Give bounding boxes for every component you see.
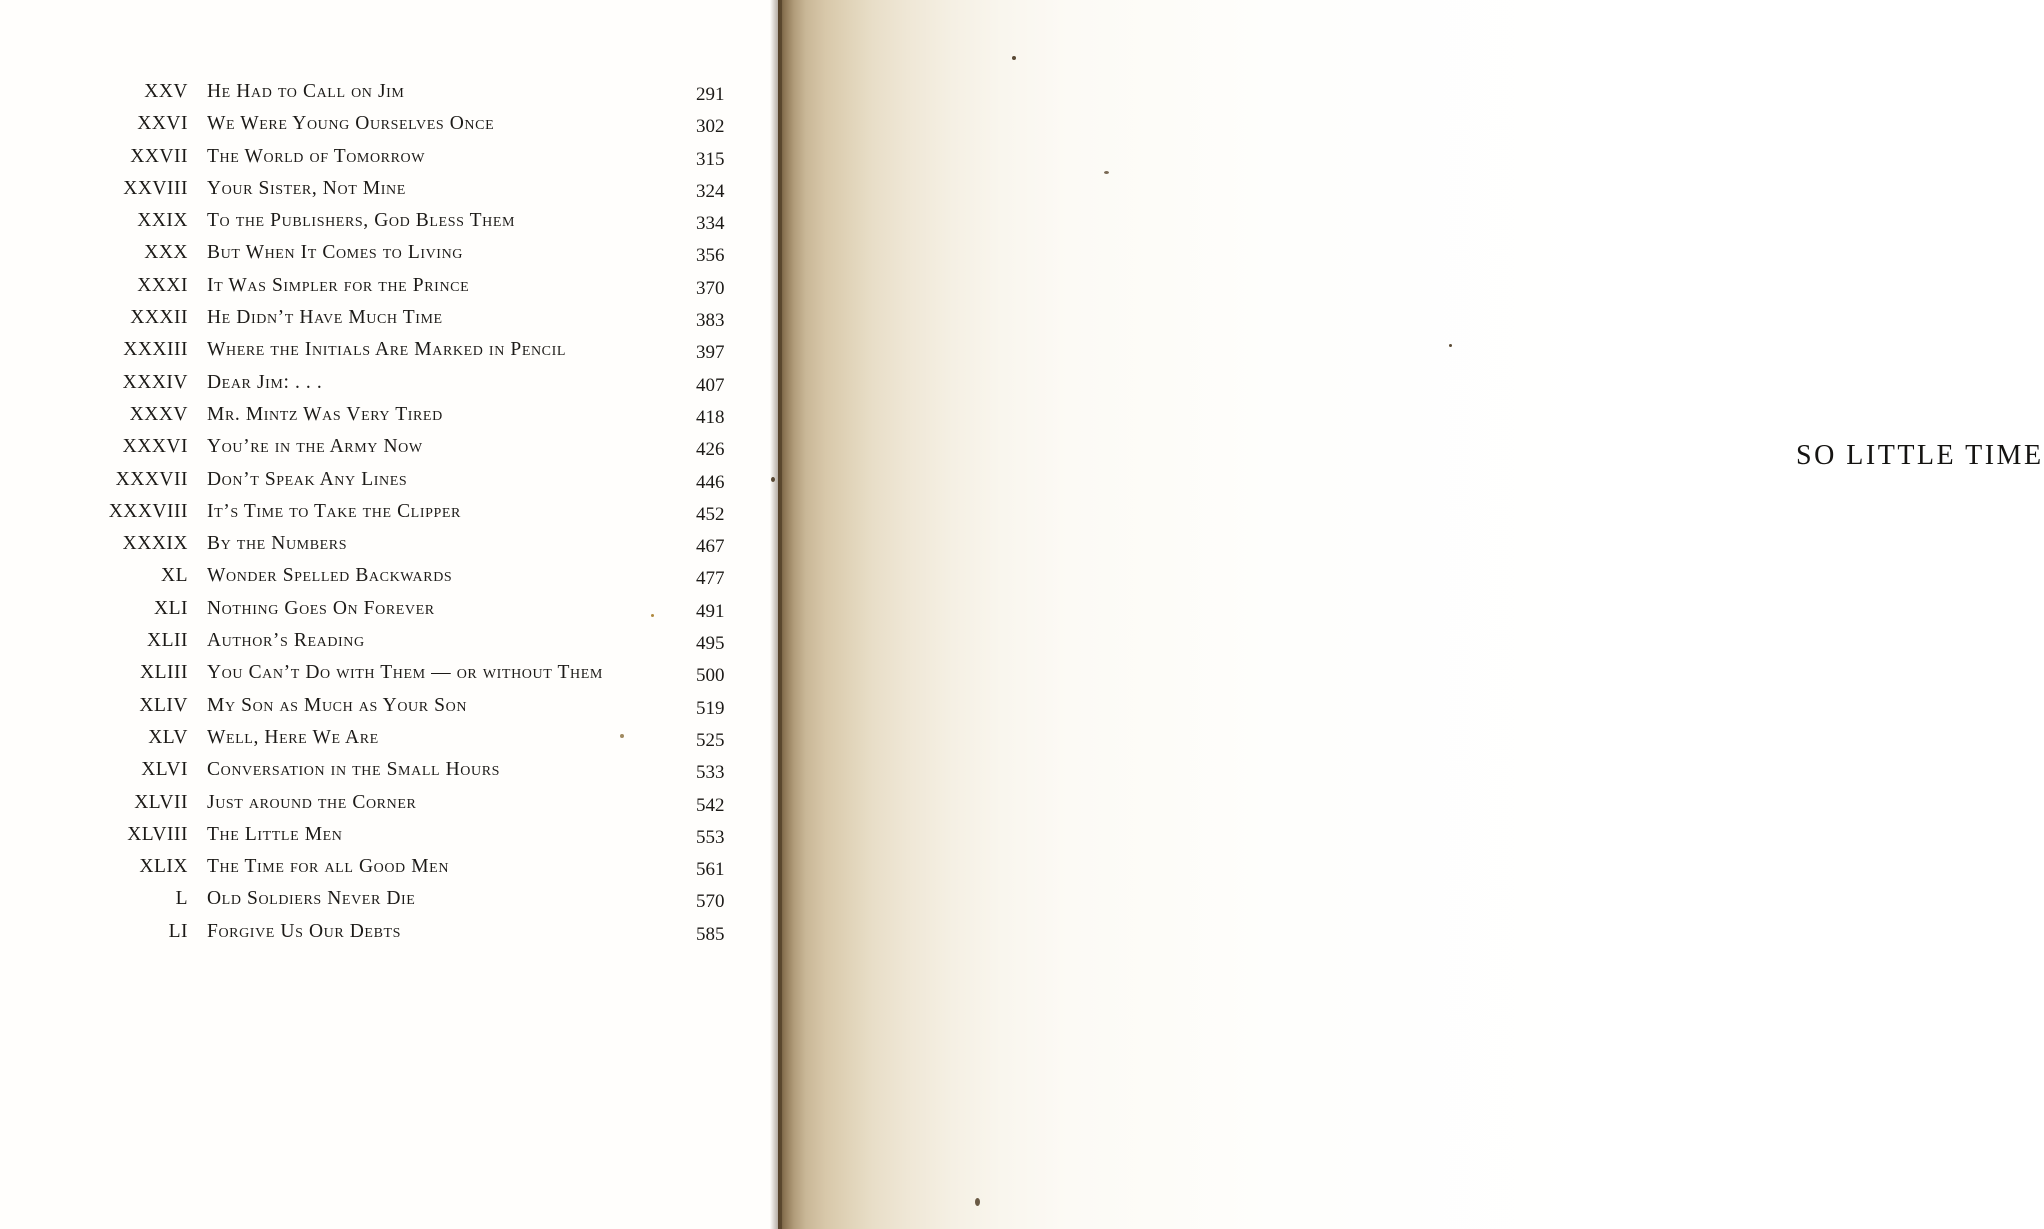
chapter-number: XLVII: [134, 791, 188, 813]
chapter-number: LI: [168, 920, 188, 942]
toc-entry: [0, 883, 778, 915]
toc-entry: [0, 270, 778, 302]
chapter-title: Dear Jim: . . .: [207, 371, 323, 393]
chapter-title: Just around the Corner: [207, 791, 417, 813]
chapter-number: XLVI: [141, 759, 188, 781]
chapter-number: XXIX: [137, 210, 188, 232]
chapter-number: XXVI: [137, 113, 188, 135]
toc-entry: [0, 464, 778, 496]
chapter-title: He Didn’t Have Much Time: [207, 307, 443, 329]
chapter-title: You’re in the Army Now: [207, 436, 423, 458]
paper-speck: [651, 614, 654, 617]
page-number: 418: [696, 406, 725, 428]
page-number: 467: [696, 536, 725, 558]
toc-entry: [0, 851, 778, 883]
page-number: 525: [696, 729, 725, 751]
toc-entry: [0, 173, 778, 205]
toc-entry: [0, 205, 778, 237]
page-number: 500: [696, 665, 725, 687]
paper-speck: [975, 1198, 980, 1206]
page-number: 383: [696, 310, 725, 332]
toc-entry: [0, 560, 778, 592]
page-number: 315: [696, 148, 725, 170]
chapter-title: Old Soldiers Never Die: [207, 888, 416, 910]
toc-entry: [0, 754, 778, 786]
page-number: 356: [696, 245, 725, 267]
chapter-title: My Son as Much as Your Son: [207, 694, 468, 716]
chapter-title: Nothing Goes On Forever: [207, 597, 435, 619]
chapter-number: XXXVIII: [108, 500, 188, 522]
toc-entry: [0, 722, 778, 754]
paper-speck: [620, 734, 624, 738]
toc-entry: [0, 141, 778, 173]
page-number: 302: [696, 116, 725, 138]
chapter-title: Mr. Mintz Was Very Tired: [207, 403, 443, 425]
page-number: 370: [696, 277, 725, 299]
chapter-number: XXXV: [129, 403, 188, 425]
toc-entry: [0, 593, 778, 625]
chapter-number: XLIX: [139, 856, 188, 878]
page-number: 491: [696, 600, 725, 622]
chapter-title: He Had to Call on Jim: [207, 81, 405, 102]
half-title-page: [778, 0, 2044, 1229]
paper-speck: [1104, 171, 1109, 174]
chapter-number: XLII: [147, 630, 188, 652]
chapter-title: By the Numbers: [207, 533, 348, 555]
chapter-title: The Time for all Good Men: [207, 856, 450, 878]
chapter-title: We Were Young Ourselves Once: [207, 113, 495, 135]
toc-entry: [0, 76, 778, 108]
chapter-title: It Was Simpler for the Prince: [207, 274, 470, 296]
toc-entry: [0, 237, 778, 269]
chapter-title: Well, Here We Are: [207, 726, 379, 748]
chapter-number: XXXVI: [122, 436, 188, 458]
chapter-number: XLVIII: [127, 823, 188, 845]
page-number: 324: [696, 180, 725, 202]
page-number: 334: [696, 213, 725, 235]
book-title: SO LITTLE TIME: [1796, 440, 2044, 471]
page-number: 452: [696, 503, 725, 525]
chapter-number: XXX: [144, 242, 188, 264]
chapter-number: XL: [161, 565, 188, 587]
chapter-number: XXVIII: [123, 177, 188, 199]
chapter-number: XXXIV: [122, 371, 188, 393]
page-number: 533: [696, 762, 725, 784]
chapter-number: L: [175, 888, 188, 910]
page-number: 477: [696, 568, 725, 590]
toc-entry: [0, 302, 778, 334]
chapter-number: XXXII: [130, 307, 188, 329]
page-number: 553: [696, 826, 725, 848]
chapter-title: The Little Men: [207, 823, 343, 845]
chapter-number: XXXIX: [122, 533, 188, 555]
page-number: 291: [696, 84, 725, 105]
toc-entry: [0, 916, 778, 948]
chapter-title: It’s Time to Take the Clipper: [207, 500, 461, 522]
toc-entry: [0, 431, 778, 463]
toc-entry: [0, 528, 778, 560]
chapter-title: Conversation in the Small Hours: [207, 759, 501, 781]
chapter-number: XLIII: [140, 662, 188, 684]
page-number: 570: [696, 891, 725, 913]
chapter-number: XLI: [154, 597, 188, 619]
chapter-title: But When It Comes to Living: [207, 242, 463, 264]
chapter-title: You Can’t Do with Them — or without Them: [207, 662, 603, 684]
page-number: 542: [696, 794, 725, 816]
page-number: 585: [696, 923, 725, 945]
toc-entry: [0, 787, 778, 819]
toc-entry: [0, 334, 778, 366]
page-number: 407: [696, 374, 725, 396]
toc-entry: [0, 690, 778, 722]
chapter-title: To the Publishers, God Bless Them: [207, 210, 516, 232]
chapter-number: XLIV: [139, 694, 188, 716]
page-number: 519: [696, 697, 725, 719]
page-number: 397: [696, 342, 725, 364]
toc-entry: [0, 367, 778, 399]
paper-speck: [1449, 344, 1452, 347]
chapter-title: Where the Initials Are Marked in Pencil: [207, 339, 567, 361]
toc-entry: [0, 108, 778, 140]
page-number: 561: [696, 859, 725, 881]
toc-entry: [0, 625, 778, 657]
paper-speck: [771, 477, 775, 482]
toc-entry: [0, 496, 778, 528]
toc-entry: [0, 399, 778, 431]
chapter-number: XXXI: [137, 274, 188, 296]
chapter-title: Wonder Spelled Backwards: [207, 565, 453, 587]
paper-speck: [1012, 56, 1016, 60]
chapter-title: Author’s Reading: [207, 630, 365, 652]
toc-entry: [0, 819, 778, 851]
table-of-contents: [0, 76, 778, 948]
page-number: 446: [696, 471, 725, 493]
page-number: 426: [696, 439, 725, 461]
chapter-title: Forgive Us Our Debts: [207, 920, 402, 942]
chapter-title: Your Sister, Not Mine: [207, 177, 406, 199]
chapter-number: XXXIII: [123, 339, 188, 361]
chapter-number: XXVII: [130, 145, 188, 167]
contents-page: [0, 0, 778, 1229]
chapter-number: XLV: [148, 726, 188, 748]
page-number: 495: [696, 633, 725, 655]
chapter-number: XXV: [144, 81, 188, 102]
gutter-shadow: [770, 0, 782, 1229]
chapter-title: Don’t Speak Any Lines: [207, 468, 408, 490]
chapter-number: XXXVII: [115, 468, 188, 490]
chapter-title: The World of Tomorrow: [207, 145, 426, 167]
toc-entry: [0, 657, 778, 689]
